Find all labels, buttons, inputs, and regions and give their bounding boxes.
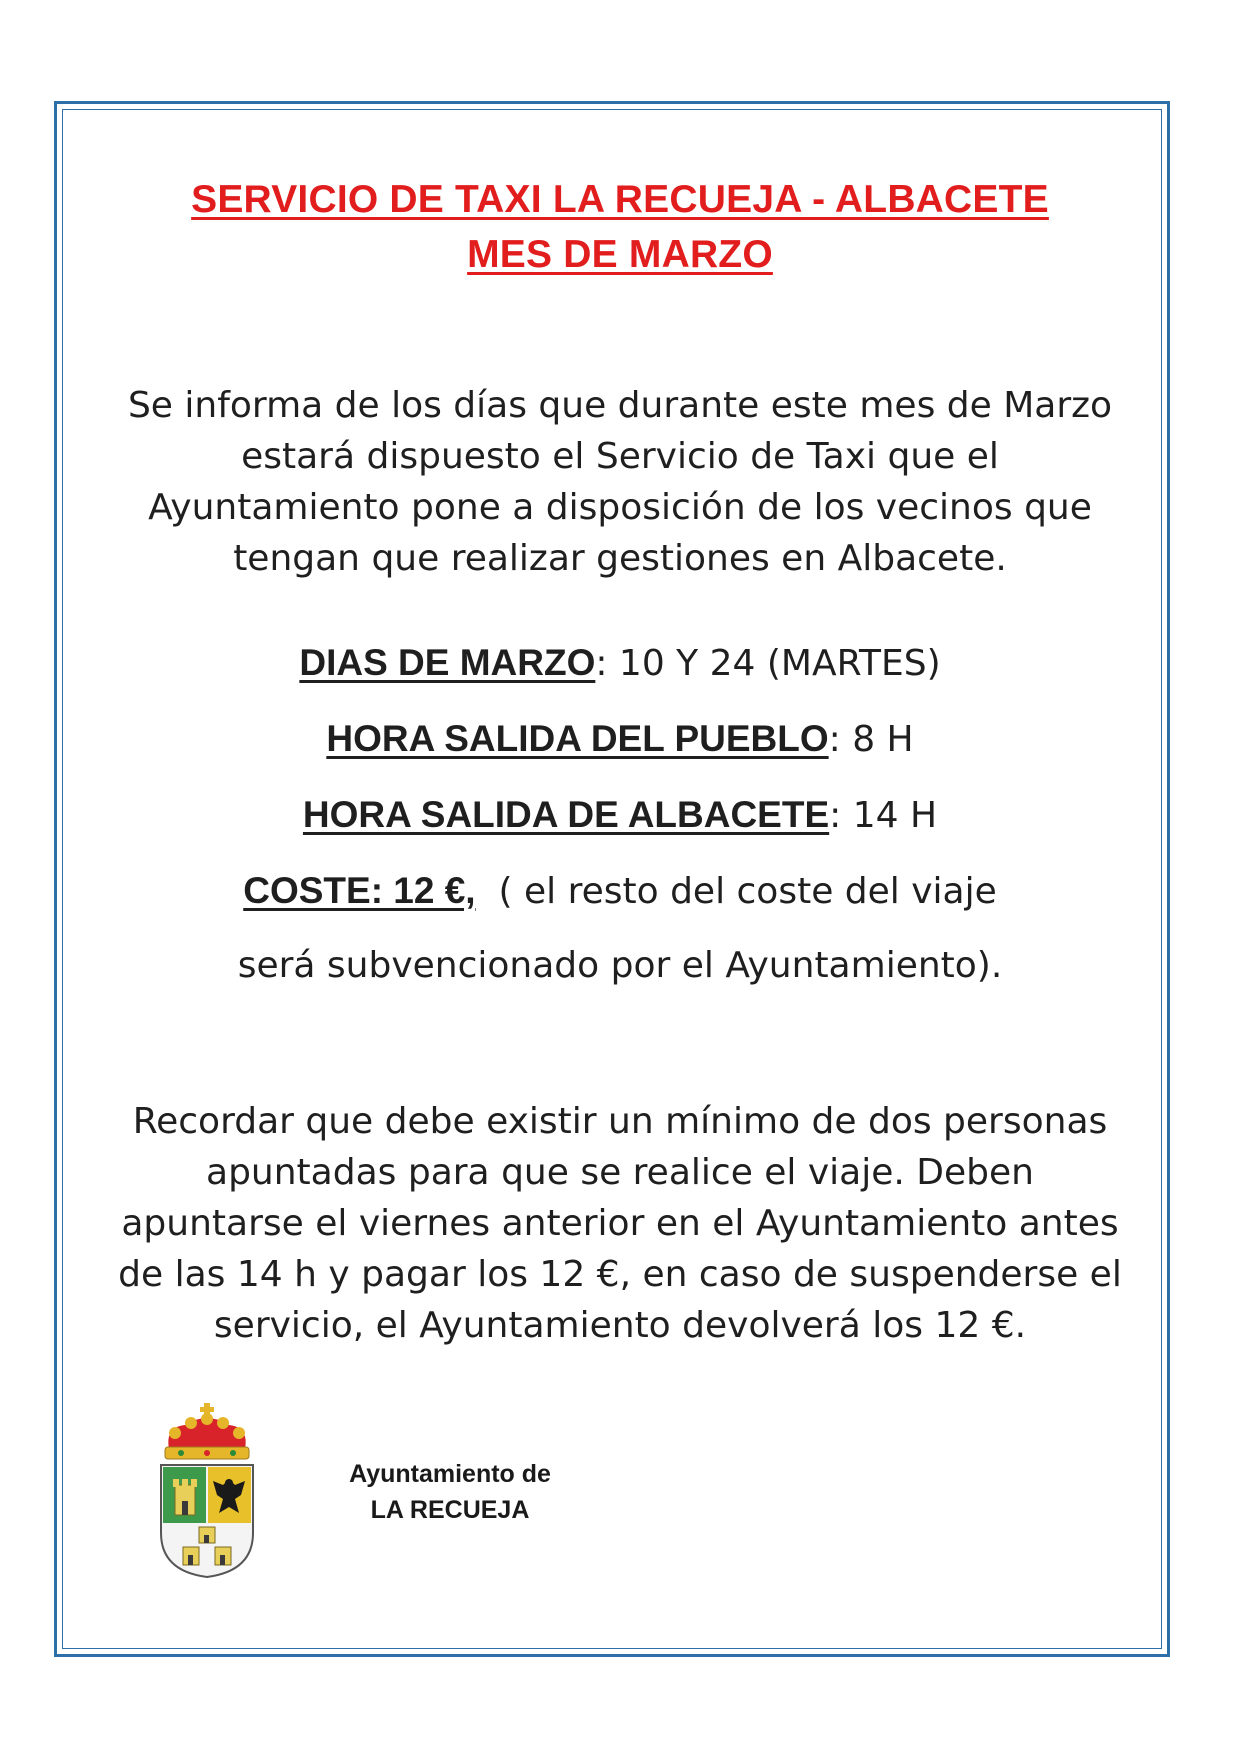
days-value: : 10 Y 24 (MARTES) (595, 643, 941, 684)
crown-icon (165, 1403, 249, 1459)
days-row (0, 642, 1240, 684)
cost-label: COSTE: 12 €, (243, 870, 476, 911)
coat-of-arms-icon (155, 1403, 259, 1579)
cost-note-row (0, 945, 1240, 986)
title-line-2: MES DE MARZO (467, 233, 773, 276)
org-line-1: Ayuntamiento de (349, 1460, 551, 1488)
depart-town-label: HORA SALIDA DEL PUEBLO (326, 718, 829, 759)
depart-city-label: HORA SALIDA DE ALBACETE (302, 794, 830, 835)
cost-note-2: será subvencionado por el Ayuntamiento). (237, 945, 1003, 986)
depart-town-value: : 8 H (828, 719, 914, 760)
cost-row (0, 870, 1240, 912)
intro-paragraph: Se informa de los días que durante este mes de Marzo estará dispuesto el Servicio de Taxi que el Ayuntamiento pone a disposición de los vecinos que tengan que realizar gestiones en Albacete. (127, 385, 1113, 579)
org-line-2: LA RECUEJA (370, 1496, 530, 1524)
organization-name (300, 1456, 600, 1528)
title-line-1: SERVICIO DE TAXI LA RECUEJA - ALBACETE (191, 178, 1049, 221)
cost-note-1: ( el resto del coste del viaje (498, 871, 997, 912)
days-label: DIAS DE MARZO (299, 642, 596, 683)
reminder-paragraph: Recordar que debe existir un mínimo de dos personas apuntadas para que se realice el viaje. Deben apuntarse el viernes anterior en el Ayuntamiento antes de las 14 h y pagar los 12 €, en caso de suspenderse el servicio, el Ayuntamiento devolverá los 12 €. (118, 1101, 1122, 1346)
depart-city-row (0, 794, 1240, 836)
depart-town-row (0, 718, 1240, 760)
depart-city-value: : 14 H (829, 795, 938, 836)
